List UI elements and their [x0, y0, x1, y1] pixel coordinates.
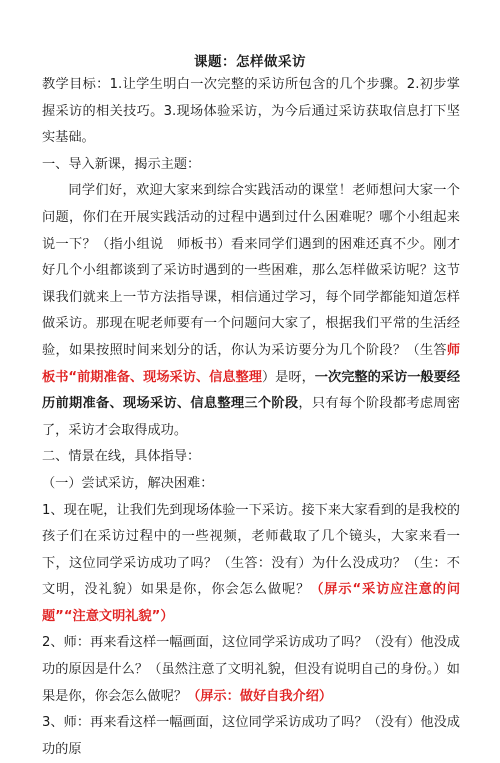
- document-body: [42, 72, 460, 763]
- item-2-screen-note: （屏示：做好自我介绍）: [187, 688, 333, 704]
- page-title: 课题：怎样做采访: [194, 54, 306, 70]
- intro-text-2: ）是呀，: [261, 369, 315, 385]
- item-2: [42, 630, 460, 710]
- item-1: [42, 498, 460, 631]
- subsection-heading-try: （一）尝试采访，解决困难：: [42, 475, 214, 491]
- item-3-text: 3、师：再来看这样一幅画面，这位同学采访成功了吗？（没有）他没成功的原: [42, 715, 460, 757]
- key-point-stages: 一次完整的采访一般要经历前期准备、现场采访、信息整理三个阶段: [42, 369, 461, 412]
- item-2-text: 2、师：再来看这样一幅画面，这位同学采访成功了吗？（没有）他没成功的原因是什么？（虽然注意了文明礼貌，但没有说明自己的身份。）如果是你，你会怎么做呢？: [42, 635, 460, 704]
- intro-text-3: ，只有每个阶段都考虑周密了，采访才会取得成功。: [42, 396, 461, 438]
- intro-paragraph: [42, 178, 460, 444]
- intro-text-1: 同学们好，欢迎大家来到综合实践活动的课堂！老师想问大家一个问题，你们在开展实践活动的过程中遇到过什么困难呢？哪个小组起来说一下？（指小组说 师板书）看来同学们遇到的困难还真不少。刚才好几个小组都谈到了采访时遇到的一些困难，那么怎样做采访呢？这节课我们就来上一节方法指导课，相信通过学习，每个同学都能知道怎样做采访。那现在呢老师要有一个问题问大家了，根据我们平常的生活经验，如果按照时间来划分的话，你认为采访要分为几个阶段？（生答: [42, 183, 460, 358]
- board-note-stages: 师板书“前期准备、现场采访、信息整理: [42, 342, 460, 385]
- item-1-screen-note: （屏示“采访应注意的问题”“注意文明礼貌”）: [42, 582, 461, 624]
- section-heading-intro: 一、导入新课，揭示主题：: [42, 156, 201, 172]
- section-heading-scenarios: 二、情景在线，具体指导：: [42, 449, 201, 465]
- item-1-text: 1、现在呢，让我们先到现场体验一下采访。接下来大家看到的是我校的孩子们在采访过程中的一些视频，老师截取了几个镜头，大家来看一下，这位同学采访成功了吗？（生答：没有）为什么没成功？（生：不文明，没礼貌）如果是你，你会怎么做呢？: [42, 502, 460, 598]
- teaching-objectives: 教学目标：1.让学生明白一次完整的采访所包含的几个步骤。2.初步掌握采访的相关技巧。3.现场体验采访，为今后通过采访获取信息打下坚实基础。: [42, 77, 460, 146]
- item-3: [42, 710, 460, 763]
